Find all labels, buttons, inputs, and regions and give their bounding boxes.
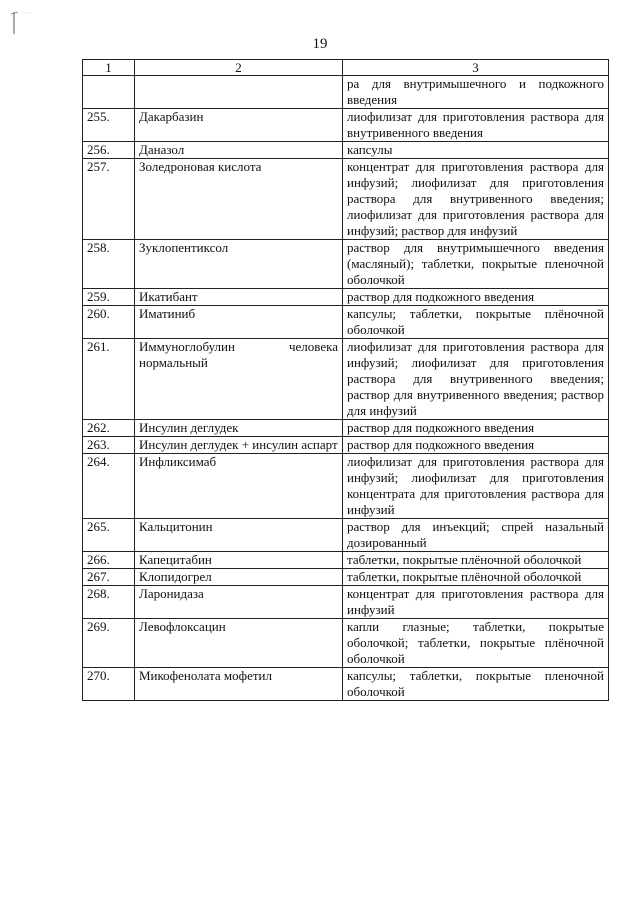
table-row <box>83 109 609 142</box>
dosage-form: лиофилизат для приготовления раствора для инфузий; лиофилизат для приготовления раствора для внутривенного введения; раствор для внутривенного введения; раствор для инфузий <box>343 339 609 420</box>
drug-name <box>135 76 343 109</box>
drug-name: Иматиниб <box>135 306 343 339</box>
column-header-drug-name: 2 <box>135 60 343 76</box>
dosage-form: таблетки, покрытые плёночной оболочкой <box>343 552 609 569</box>
table-row <box>83 240 609 289</box>
table-row <box>83 619 609 668</box>
row-number: 261. <box>83 339 135 420</box>
row-number: 269. <box>83 619 135 668</box>
dosage-form: раствор для подкожного введения <box>343 437 609 454</box>
drug-name: Левофлоксацин <box>135 619 343 668</box>
dosage-form: ра для внутримышечного и подкожного введения <box>343 76 609 109</box>
dosage-form: капсулы; таблетки, покрытые пленочной оболочкой <box>343 668 609 701</box>
row-number: 260. <box>83 306 135 339</box>
row-number: 270. <box>83 668 135 701</box>
dosage-form: капли глазные; таблетки, покрытые оболочкой; таблетки, покрытые плёночной оболочкой <box>343 619 609 668</box>
drug-name: Микофенолата мофетил <box>135 668 343 701</box>
dosage-form: концентрат для приготовления раствора для инфузий <box>343 586 609 619</box>
dosage-form: лиофилизат для приготовления раствора для инфузий; лиофилизат для приготовления концентрата для приготовления раствора для инфузий <box>343 454 609 519</box>
drug-name: Даназол <box>135 142 343 159</box>
row-number: 258. <box>83 240 135 289</box>
dosage-form: концентрат для приготовления раствора для инфузий; лиофилизат для приготовления раствора для внутривенного введения; лиофилизат для приготовления раствора для инфузий; раствор для инфузий <box>343 159 609 240</box>
dosage-form: капсулы <box>343 142 609 159</box>
row-number: 257. <box>83 159 135 240</box>
row-number: 266. <box>83 552 135 569</box>
row-number: 263. <box>83 437 135 454</box>
drug-name: Золедроновая кислота <box>135 159 343 240</box>
row-number: 259. <box>83 289 135 306</box>
drug-name: Дакарбазин <box>135 109 343 142</box>
page-number: 19 <box>312 36 328 52</box>
table-row <box>83 76 609 109</box>
table-row <box>83 586 609 619</box>
row-number: 268. <box>83 586 135 619</box>
drug-name: Икатибант <box>135 289 343 306</box>
drug-name: Инсулин деглудек <box>135 420 343 437</box>
dosage-form: раствор для подкожного введения <box>343 420 609 437</box>
table-row <box>83 437 609 454</box>
drug-name: Инсулин деглудек + инсулин аспарт <box>135 437 343 454</box>
row-number: 267. <box>83 569 135 586</box>
row-number: 256. <box>83 142 135 159</box>
dosage-form: капсулы; таблетки, покрытые плёночной оболочкой <box>343 306 609 339</box>
table-row <box>83 668 609 701</box>
column-header-dosage-form: 3 <box>343 60 609 76</box>
drug-name: Зуклопентиксол <box>135 240 343 289</box>
table-header-row <box>83 60 609 76</box>
row-number <box>83 76 135 109</box>
table-row <box>83 552 609 569</box>
table-row <box>83 306 609 339</box>
table-row <box>83 454 609 519</box>
drug-name: Иммуноглобулин человека нормальный <box>135 339 343 420</box>
drug-name: Кальцитонин <box>135 519 343 552</box>
dosage-form: лиофилизат для приготовления раствора для внутривенного введения <box>343 109 609 142</box>
dosage-form: раствор для внутримышечного введения (масляный); таблетки, покрытые пленочной оболочкой <box>343 240 609 289</box>
dosage-form: раствор для инъекций; спрей назальный дозированный <box>343 519 609 552</box>
table-row <box>83 289 609 306</box>
table-row <box>83 339 609 420</box>
table-row <box>83 142 609 159</box>
drug-table <box>82 59 609 701</box>
column-header-number: 1 <box>83 60 135 76</box>
drug-name: Капецитабин <box>135 552 343 569</box>
dosage-form: таблетки, покрытые плёночной оболочкой <box>343 569 609 586</box>
dosage-form: раствор для подкожного введения <box>343 289 609 306</box>
scan-artifact-mark <box>8 8 38 38</box>
row-number: 255. <box>83 109 135 142</box>
table-row <box>83 569 609 586</box>
table-body <box>83 76 609 701</box>
table-row <box>83 519 609 552</box>
drug-name: Инфликсимаб <box>135 454 343 519</box>
drug-name: Ларонидаза <box>135 586 343 619</box>
row-number: 264. <box>83 454 135 519</box>
row-number: 262. <box>83 420 135 437</box>
row-number: 265. <box>83 519 135 552</box>
drug-name: Клопидогрел <box>135 569 343 586</box>
table-row <box>83 159 609 240</box>
table-row <box>83 420 609 437</box>
